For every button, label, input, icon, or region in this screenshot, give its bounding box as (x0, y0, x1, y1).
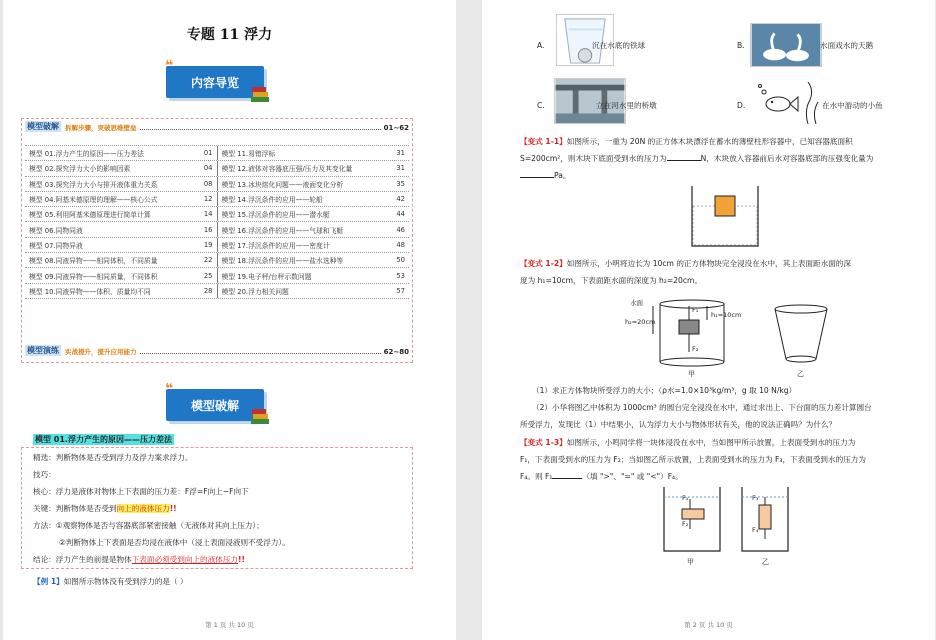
section-label: 模型破解 (27, 122, 59, 131)
toc-row (25, 238, 409, 253)
toc-entry[interactable] (25, 253, 217, 267)
toc-entry-page: 14 (203, 210, 213, 219)
model-01-heading: 模型 01.浮力产生的原因——压力差法 (35, 435, 172, 444)
toc-row (25, 253, 409, 268)
label-yi: 乙 (797, 370, 804, 378)
box-line-4a: 关键：判断物体是否受到 (33, 504, 117, 513)
label-f1: F₁ (682, 494, 689, 502)
option-letter-c: C. (537, 101, 545, 110)
banner-model-breakdown: 模型破解 (166, 389, 264, 421)
toc-entry[interactable] (217, 192, 410, 206)
toc-entry-page: 22 (203, 256, 213, 265)
toc-entry[interactable] (25, 177, 217, 191)
toc-entry-title: 模型 19.电子秤/台秤示数问题 (221, 272, 312, 281)
toc-entry-page: 42 (396, 195, 405, 204)
example-text: 如图所示物体没有受到浮力的是（ ） (63, 577, 188, 586)
toc-entry-title: 模型 03.探究浮力大小与排开液体重力关系 (29, 180, 158, 189)
toc-entry-title: 模型 07.同物异液 (29, 241, 83, 250)
exclaim: !! (169, 504, 177, 513)
toc-entry[interactable] (25, 146, 217, 160)
toc-entry-title: 模型 09.同液异物——相同质量，不同体积 (29, 272, 158, 281)
example-1 (33, 576, 188, 588)
toc-entry[interactable] (25, 207, 217, 221)
box-line-1: 精选：判断物体是否受到浮力及浮力案求浮力。 (33, 453, 193, 462)
box-line-7 (33, 554, 245, 566)
toc-row (25, 192, 409, 207)
document-title: 专题 11 浮力 (186, 27, 273, 43)
frustum-figure (772, 303, 830, 363)
variant-tag: 【变式 1-2】 (520, 259, 567, 268)
toc-entry[interactable] (25, 284, 217, 298)
variant-text: 如图所示，一重为 20N 的正方体木块漂浮在蓄水的薄壁柱形容器中，已知容器底面积 (566, 137, 853, 146)
toc-entry-page: 28 (203, 286, 213, 295)
toc-entry[interactable] (217, 238, 410, 252)
toc-entry-title: 模型 15.浮沉条件的应用——潜水艇 (221, 211, 330, 220)
toc-entry-title: 模型 20.浮力相关问题 (221, 287, 289, 296)
toc-entry-page: 01 (203, 149, 213, 158)
label-f2: F₂ (692, 345, 699, 353)
option-text-a: 沉在水底的铁球 (592, 41, 646, 50)
toc-row (25, 146, 409, 161)
books-icon (250, 86, 270, 104)
variant-tag: 【变式 1-3】 (520, 438, 567, 447)
toc-entry[interactable] (217, 222, 410, 236)
option-text-d: 在水中游动的小鱼 (822, 101, 883, 110)
variant-text: 如图所示，小鸣同学将一块体浸没在水中，当如图甲所示放置，上表面受到水的压力为 (566, 438, 856, 447)
variant-text: S=200cm²，则木块下底面受到水的压力为 (520, 154, 667, 163)
toc-entry-page: 16 (203, 225, 213, 234)
variant-text: 如图所示，小明将边长为 10cm 的正方体物块完全浸没在水中，其上表面距水面的深 (566, 259, 851, 268)
toc-entry-title: 模型 11.易错浮标 (221, 150, 276, 159)
variant-1-1-line-2 (520, 150, 873, 167)
label-jia: 甲 (688, 370, 695, 378)
toc-entry-title: 模型 02.探究浮力大小的影响因素 (29, 165, 131, 174)
variant-1-2-line-2: 度为 h₁=10cm，下表面距水面的深度为 h₂=20cm。 (520, 276, 703, 285)
toc-entry[interactable] (217, 268, 410, 282)
toc-entry-title: 模型 17.浮沉条件的应用——密度计 (221, 241, 330, 250)
toc-entry-title: 模型 12.液体对容器底压强/压力及其变化量 (221, 165, 353, 174)
section-label: 模型演练 (27, 346, 59, 355)
toc-entry[interactable] (25, 192, 217, 206)
beaker-wood-block-figure (690, 184, 760, 248)
toc-entry-page: 46 (396, 225, 405, 234)
toc-entry-page: 50 (396, 256, 405, 265)
toc-entry[interactable] (217, 284, 410, 298)
variant-1-3-line-2: F₁，下表面受到水的压力为 F₂；当如图乙所示放置，上表面受到水的压力为 F₃，下表面受到水的压力为 (520, 455, 866, 464)
toc-entry-page: 19 (203, 240, 213, 249)
box-line-5: 方法：①观察物体是否与容器底部紧密接触（无液体对其向上压力）； (33, 521, 264, 530)
toc-entry[interactable] (217, 161, 410, 175)
beaker-jia-figure (662, 485, 722, 555)
box-line-2: 技巧： (33, 470, 56, 479)
beaker-yi-figure (740, 485, 790, 555)
variant-1-2-line-1 (520, 255, 851, 272)
toc-entry-page: 31 (396, 149, 405, 158)
toc-entry[interactable] (25, 222, 217, 236)
variant-text: N，木块放入容器前后水对容器底部的压强变化量为 (700, 154, 874, 163)
label-h1: h₁=10cm (711, 311, 742, 319)
label-water-surface: 水面 (630, 299, 643, 307)
example-tag: 【例 1】 (33, 577, 64, 586)
toc-entry-title: 模型 04.阿基米德原理的理解——核心公式 (29, 196, 158, 205)
toc-entry[interactable] (217, 146, 410, 160)
books-icon (250, 408, 270, 426)
page-1 (3, 0, 456, 640)
box-line-6: ②判断物体上下表面是否均浸在液体中（浸上表面浸液则不受浮力）。 (59, 538, 290, 547)
toc-entry[interactable] (217, 253, 410, 267)
page-footer: 第 1 页 共 10 页 (205, 621, 254, 629)
section-range: 62~80 (383, 348, 409, 356)
label-f3: F₃ (752, 494, 759, 502)
toc-row (25, 207, 409, 222)
toc-entry-title: 模型 01.浮力产生的原因——压力差法 (29, 150, 144, 159)
section-header-model-breakdown (25, 121, 409, 132)
exclaim: !! (238, 555, 245, 564)
toc-entry-page: 25 (203, 271, 213, 280)
toc-entry-page: 31 (396, 164, 405, 173)
section-header-model-practice (25, 345, 409, 356)
question-2-line-1: （2）小华将图乙中体积为 1000cm³ 的圆台完全浸没在水中，通过求出上、下台面的压力差计算圆台 (532, 403, 872, 412)
box-line-7a: 结论：浮力产生的前提是物体 (33, 555, 132, 564)
variant-1-3-line-3 (520, 468, 683, 485)
variant-text: Pa。 (554, 171, 571, 180)
page-2 (482, 0, 935, 640)
cube-submerged-figure (617, 296, 747, 370)
toc-entry-page: 04 (203, 164, 213, 173)
toc-entry[interactable] (25, 161, 217, 175)
toc-entry[interactable] (25, 268, 217, 282)
toc-entry-page: 53 (396, 271, 405, 280)
toc-entry-title: 模型 10.同液异物——体积、质量均不同 (29, 287, 151, 296)
question-2-line-2: 所受浮力，发现比（1）中结果小，认为浮力大小与物体形状有关，他的说法正确吗？为什么？ (520, 420, 837, 429)
highlight-upward-pressure: 向上的液体压力 (116, 504, 170, 513)
option-text-c: 立在河水里的桥墩 (596, 101, 657, 110)
variant-1-1-line-1 (520, 133, 853, 150)
toc-entry[interactable] (217, 207, 410, 221)
label-f2: F₂ (682, 520, 689, 528)
blank-answer[interactable] (667, 160, 701, 161)
toc-row (25, 222, 409, 237)
variant-tag: 【变式 1-1】 (520, 137, 567, 146)
question-1: （1）求正方体物块所受浮力的大小；（ρ水=1.0×10³kg/m³，g 取 10 N/kg） (532, 386, 797, 395)
box-line-4 (33, 503, 177, 515)
section-hint: 拆解步骤，突破思维壁垒 (65, 124, 137, 132)
option-letter-d: D. (737, 101, 746, 110)
toc-row (25, 268, 409, 283)
blank-answer[interactable] (520, 177, 554, 178)
toc-entry-title: 模型 14.浮沉条件的应用——轮船 (221, 196, 323, 205)
toc-table (25, 145, 409, 299)
dot-leader (140, 353, 381, 354)
toc-entry-title: 模型 16.浮沉条件的应用——气球和飞艇 (221, 226, 344, 235)
toc-entry-title: 模型 06.同物同液 (29, 226, 83, 235)
label-h2: h₂=20cm (625, 318, 656, 326)
option-letter-a: A. (537, 41, 545, 50)
variant-text: F₄。则 F₁ (520, 472, 553, 481)
banner-content-overview: 内容导览 (166, 66, 264, 98)
toc-entry-page: 57 (396, 286, 405, 295)
toc-entry-page: 12 (203, 195, 213, 204)
option-text-b: 水面戏水的天鹅 (820, 41, 874, 50)
page-footer: 第 2 页 共 10 页 (684, 621, 733, 629)
label-jia: 甲 (687, 558, 694, 566)
highlight-conclusion: 下表面必须受到向上的液体压力 (131, 555, 239, 564)
variant-text: （填 ">"、"=" 或 "<"）F₄。 (582, 472, 683, 481)
toc-entry-title: 模型 08.同液异物——相同体积，不同质量 (29, 257, 158, 266)
label-yi: 乙 (762, 558, 769, 566)
section-range: 01~62 (383, 124, 409, 132)
label-f1: F₁ (692, 306, 699, 314)
toc-row (25, 284, 409, 299)
option-letter-b: B. (737, 41, 745, 50)
dot-leader (140, 129, 381, 130)
blank-answer[interactable] (552, 478, 582, 479)
section-hint: 实战提升，提升应用能力 (65, 348, 137, 356)
toc-entry-title: 模型 13.冰块熔化问题——液面变化分析 (221, 180, 344, 189)
toc-entry-page: 35 (396, 179, 405, 188)
variant-1-3-line-1 (520, 434, 855, 451)
toc-entry-page: 08 (203, 179, 213, 188)
toc-entry-title: 模型 05.利用阿基米德原理进行简单计算 (29, 211, 151, 220)
fish-image (750, 80, 822, 124)
variant-1-1-line-3 (520, 167, 571, 184)
toc-entry-title: 模型 18.浮沉条件的应用——盐水选种等 (221, 257, 344, 266)
toc-entry[interactable] (25, 238, 217, 252)
label-f4: F₄ (752, 526, 759, 534)
toc-row (25, 177, 409, 192)
toc-row (25, 161, 409, 176)
toc-entry[interactable] (217, 177, 410, 191)
box-line-3: 核心：浮力是液体对物体上下表面的压力差：F浮=F向上−F向下 (33, 487, 249, 496)
toc-entry-page: 44 (396, 210, 405, 219)
toc-entry-page: 48 (396, 240, 405, 249)
swans-image (750, 23, 822, 67)
